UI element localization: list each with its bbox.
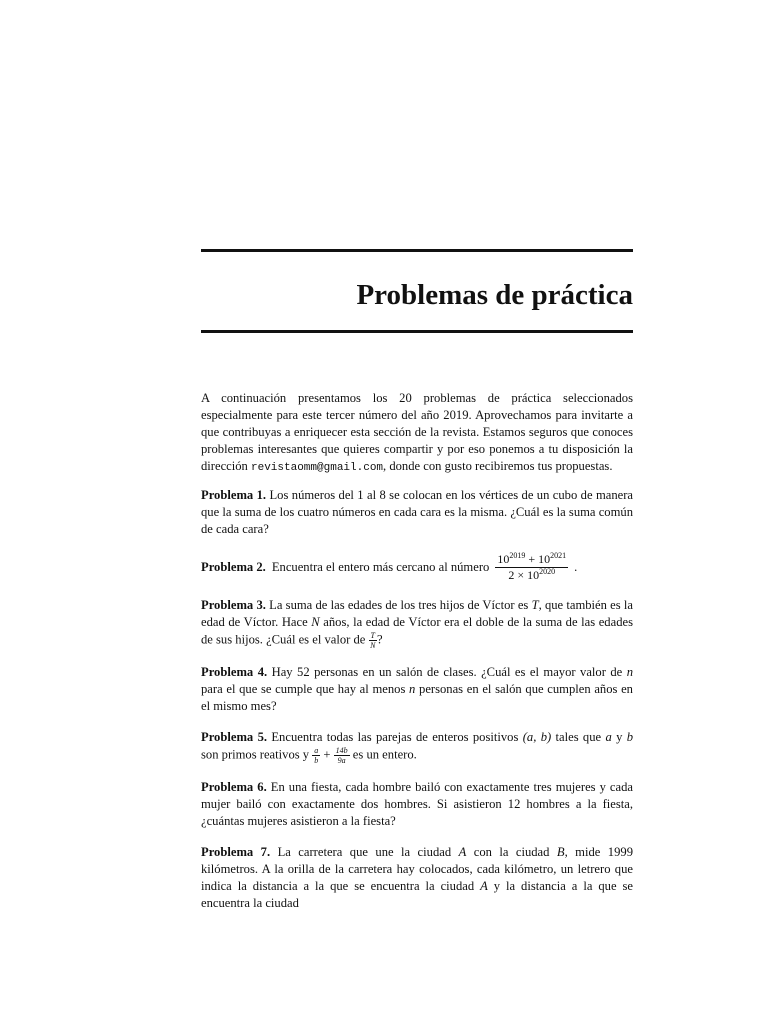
problem-2: Problema 2. Encuentra el entero más cercano al número $\frac{10^{2019} + 10^{2021}}{2 \times 10^{2020}}$ . xyxy=(201,551,578,582)
problem-6: Problema 6. En una fiesta, cada hombre bailó con exactamente tres mujeres y cada mujer bailó con exactamente dos hombres. Si asistieron 12 hombres a la fiesta, ¿cuántas mujeres asistieron a la fiesta? xyxy=(201,780,634,828)
intro-paragraph: A continuación presentamos los 20 problemas de práctica seleccionados especialmente para este tercer número del año 2019. Aprovechamos para invitarte a que contribuyas a enriquecer esta sección de la revista. Estamos seguros que conoces problemas interesantes que quieres compartir y por eso ponemos a tu disposición la dirección revistaomm@gmail.com, donde con gusto recibiremos tus propuestas. xyxy=(201,391,633,474)
page-title: Problemas de práctica xyxy=(356,279,633,311)
fraction: $\frac{10^{2019} + 10^{2021}}{2 \times 10^{2020}}$ xyxy=(497,551,567,582)
problem-label: Problema 2. xyxy=(201,560,266,574)
bottom-rule xyxy=(201,330,633,333)
fraction: $\frac{14b}{9a}$ xyxy=(335,746,348,765)
page-content xyxy=(201,390,633,912)
problem-3: Problema 3. La suma de las edades de los tres hijos de Víctor es T, que también es la edad de Víctor. Hace N años, la edad de Víctor era el doble de la suma de las edades de sus hijos. ¿Cuál es el valor de $\frac{T}{N}$ ? xyxy=(201,598,633,650)
problem-4: Problema 4. Hay 52 personas en un salón de clases. ¿Cuál es el mayor valor de n para el que se cumple que hay al menos n personas en el salón que cumplen años en el mismo mes? xyxy=(201,665,634,713)
fraction: $\frac{T}{N}$ xyxy=(370,631,376,650)
problem-label: Problema 4. xyxy=(201,665,268,679)
top-rule xyxy=(201,249,633,252)
problem-label: Problema 3. xyxy=(201,598,266,612)
email-address: revistaomm@gmail.com xyxy=(251,462,384,474)
fraction: $\frac{a}{b}$ xyxy=(314,746,319,765)
problem-label: Problema 6. xyxy=(201,780,267,794)
problem-1: Problema 1. Los números del 1 al 8 se colocan en los vértices de un cubo de manera que la suma de los cuatro números en cada cara es la misma. ¿Cuál es la suma común de cada cara? xyxy=(201,488,634,536)
problem-7: Problema 7. La carretera que une la ciudad A con la ciudad B, mide 1999 kilómetros. A la orilla de la carretera hay colocados, cada kilómetro, un letrero que indica la distancia a la que se encuentra la ciudad A y la distancia a la que se encuentra la ciudad xyxy=(201,845,633,910)
problem-label: Problema 7. xyxy=(201,845,271,859)
problem-label: Problema 1. xyxy=(201,488,267,502)
problem-5: Problema 5. Encuentra todas las parejas de enteros positivos (a, b) tales que a y b son primos reativos y $\frac{a}{b}$ + $\frac{14b}{9a}$ es un entero. xyxy=(201,730,634,765)
problem-label: Problema 5. xyxy=(201,730,268,744)
